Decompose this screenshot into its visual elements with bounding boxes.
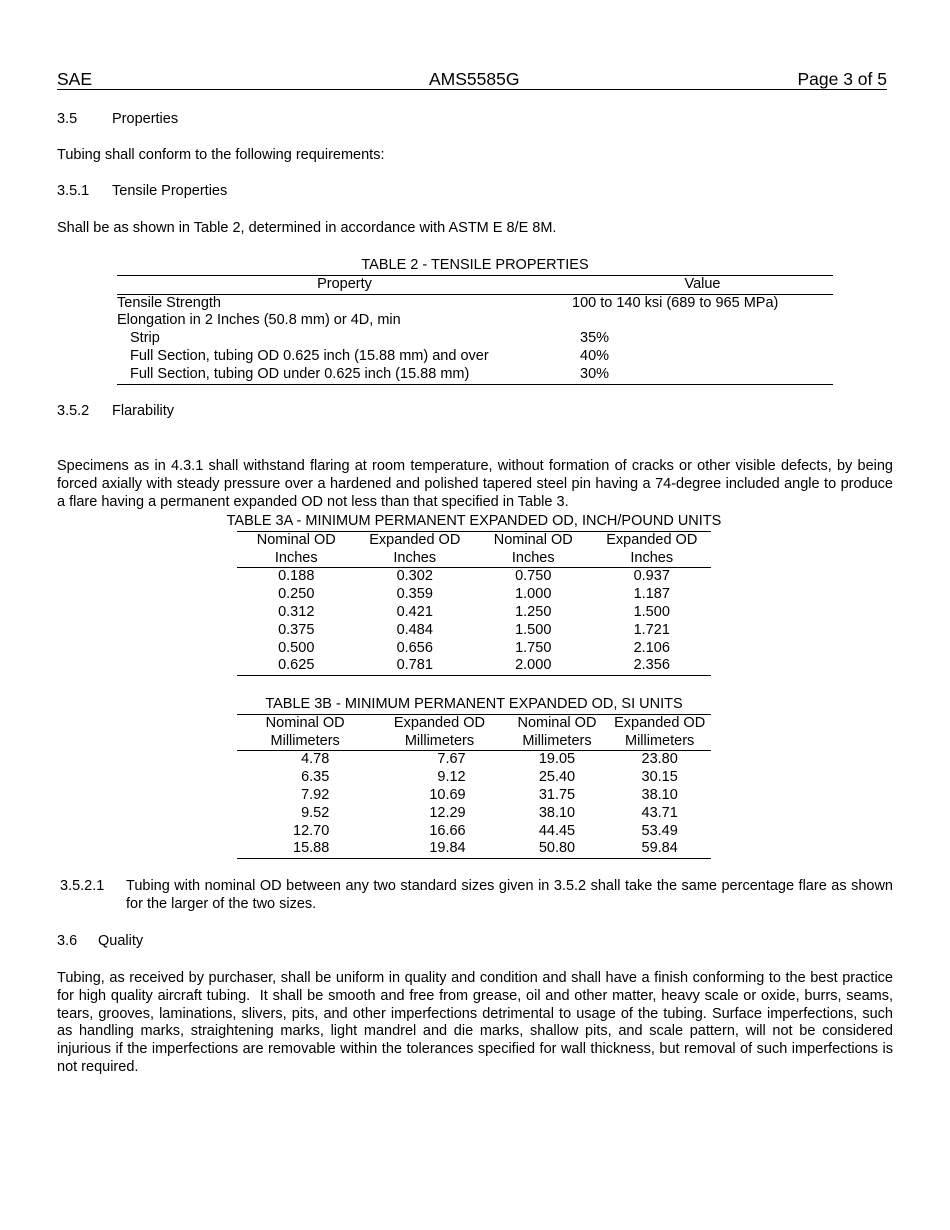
section-3-5-text: Tubing shall conform to the following requirements: [57,147,385,163]
table-row [237,823,711,841]
column-header: Nominal OD [474,531,593,549]
cell: 25.40 [538,769,576,786]
cell: 35% [580,330,610,347]
cell: 0.421 [396,603,433,620]
cell: 12.29 [429,804,466,821]
cell: Full Section, tubing OD 0.625 inch (15.88 mm) and over [130,347,489,364]
cell: Tensile Strength [117,294,221,311]
cell: 31.75 [538,786,576,803]
table-row [237,805,711,823]
cell: 23.80 [641,751,678,768]
section-number: 3.5.2 [57,403,90,419]
column-unit: Millimeters [373,733,505,751]
cell: 7.92 [301,786,330,803]
column-unit: Inches [237,550,356,568]
table-row [117,366,833,384]
cell: 15.88 [237,840,373,858]
cell: 1.250 [515,603,552,620]
section-text: Tubing with nominal OD between any two standard sizes given in 3.5.2 shall take the same percentage flare as shown for the larger of the two sizes. [126,878,893,912]
column-unit: Inches [474,550,593,568]
table-row [237,840,711,858]
section-number: 3.5 [57,111,78,127]
cell: 16.66 [429,822,466,839]
column-header: Expanded OD [373,714,505,732]
table-2-tensile-properties [117,257,833,385]
section-3-5-2-heading [57,403,174,421]
cell: 0.302 [396,568,433,585]
column-header: Nominal OD [237,714,373,732]
cell: 38.10 [641,786,678,803]
column-header: Expanded OD [608,714,711,732]
section-3-5-heading [57,111,178,129]
cell: 1.187 [633,586,670,603]
section-3-5-1-heading [57,183,227,201]
column-unit: Millimeters [237,733,373,751]
cell: 19.05 [538,751,576,768]
cell: 100 to 140 ksi (689 to 965 MPa) [572,294,779,311]
cell: Elongation in 2 Inches (50.8 mm) or 4D, min [117,312,401,329]
cell: 6.35 [301,769,330,786]
section-3-6-heading [57,933,143,951]
table-row [237,787,711,805]
section-3-5-2-1 [60,878,893,914]
section-3-5-1-text: Shall be as shown in Table 2, determined in accordance with ASTM E 8/E 8M. [57,220,557,236]
cell: 0.188 [278,568,315,585]
cell: 1.500 [633,603,670,620]
column-unit: Millimeters [506,733,609,751]
table-row [117,312,833,330]
column-header: Value [572,275,833,294]
cell [572,312,833,330]
column-header: Property [117,275,572,294]
cell: 0.250 [278,586,315,603]
table-row [117,330,833,348]
table-title: TABLE 3A - MINIMUM PERMANENT EXPANDED OD, INCH/POUND UNITS [226,513,722,529]
cell: 2.106 [633,639,670,656]
cell: 0.500 [278,639,315,656]
cell: 10.69 [429,786,466,803]
table-title: TABLE 3B - MINIMUM PERMANENT EXPANDED OD, SI UNITS [265,696,683,712]
cell: 1.721 [633,621,670,638]
cell: 7.67 [437,751,466,768]
cell: 40% [580,347,610,364]
column-unit: Inches [593,550,712,568]
cell: 30.15 [641,769,678,786]
column-unit: Inches [356,550,475,568]
cell: 1.000 [515,586,552,603]
section-title: Properties [112,111,179,127]
cell: 59.84 [608,840,711,858]
cell: 44.45 [538,822,576,839]
cell: 43.71 [641,804,678,821]
table-row [237,657,711,675]
cell: 0.375 [278,621,315,638]
cell: 12.70 [293,822,330,839]
table-row [237,586,711,604]
column-header: Expanded OD [356,531,475,549]
section-3-6-text: Tubing, as received by purchaser, shall be uniform in quality and condition and shall have a finish conforming to the best practice for high quality aircraft tubing. It shall be smooth and free from grease, oil and other matter, heavy scale or oxide, burrs, seams, tears, grooves, laminations, slivers, pits, and other imperfections detrimental to usage of the tubing. Surface imperfections, such as handling marks, straightening marks, light mandrel and die marks, shallow pits, and scale pattern, will not be considered injurious if the imperfections are removable within the tolerances specified for wall thickness, but removal of such imperfections is not required. [57,970,898,1075]
table-row [237,568,711,586]
table-row [117,348,833,366]
table-row [237,640,711,658]
cell: 2.000 [474,657,593,675]
table-3b-si-units [237,696,711,859]
section-title: Tensile Properties [112,183,228,199]
cell: 0.750 [515,568,552,585]
cell: Strip [130,330,160,347]
cell: 50.80 [506,840,609,858]
cell: 0.312 [278,603,315,620]
column-header: Nominal OD [237,531,356,549]
cell: 0.484 [396,621,433,638]
cell: 9.12 [437,769,466,786]
header-org: SAE [57,69,93,89]
cell: 30% [572,366,833,384]
cell: 0.625 [237,657,356,675]
table-row [237,751,711,769]
cell: Full Section, tubing OD under 0.625 inch (15.88 mm) [117,366,572,384]
table-row [117,294,833,312]
cell: 0.359 [396,586,433,603]
column-header: Expanded OD [593,531,712,549]
cell: 1.500 [515,621,552,638]
cell: 0.937 [633,568,670,585]
page-header [57,69,887,90]
section-number: 3.5.1 [57,183,90,199]
section-title: Flarability [112,403,175,419]
cell: 9.52 [301,804,330,821]
header-doc-number: AMS5585G [429,69,520,89]
section-number: 3.6 [57,933,78,949]
cell: 2.356 [593,657,712,675]
cell: 53.49 [641,822,678,839]
section-number: 3.5.2.1 [60,878,105,894]
section-title: Quality [98,933,144,949]
table-3a-inch-units [226,513,722,676]
table-row [237,769,711,787]
section-3-5-2-text: Specimens as in 4.3.1 shall withstand flaring at room temperature, without formation of cracks or other visible defects, by being forced axially with steady pressure over a hardened and polished tapered steel pin having a 74-degree included angle to produce a flare having a permanent expanded OD not less than that specified in Table 3. [57,458,893,510]
cell: 19.84 [373,840,505,858]
cell: 0.656 [396,639,433,656]
cell: 38.10 [538,804,576,821]
table-title: TABLE 2 - TENSILE PROPERTIES [361,257,589,273]
cell: 1.750 [515,639,552,656]
cell: 0.781 [356,657,475,675]
cell: 4.78 [301,751,330,768]
column-header: Nominal OD [506,714,609,732]
table-row [237,604,711,622]
header-page-number: Page 3 of 5 [797,69,887,89]
table-row [237,622,711,640]
column-unit: Millimeters [608,733,711,751]
